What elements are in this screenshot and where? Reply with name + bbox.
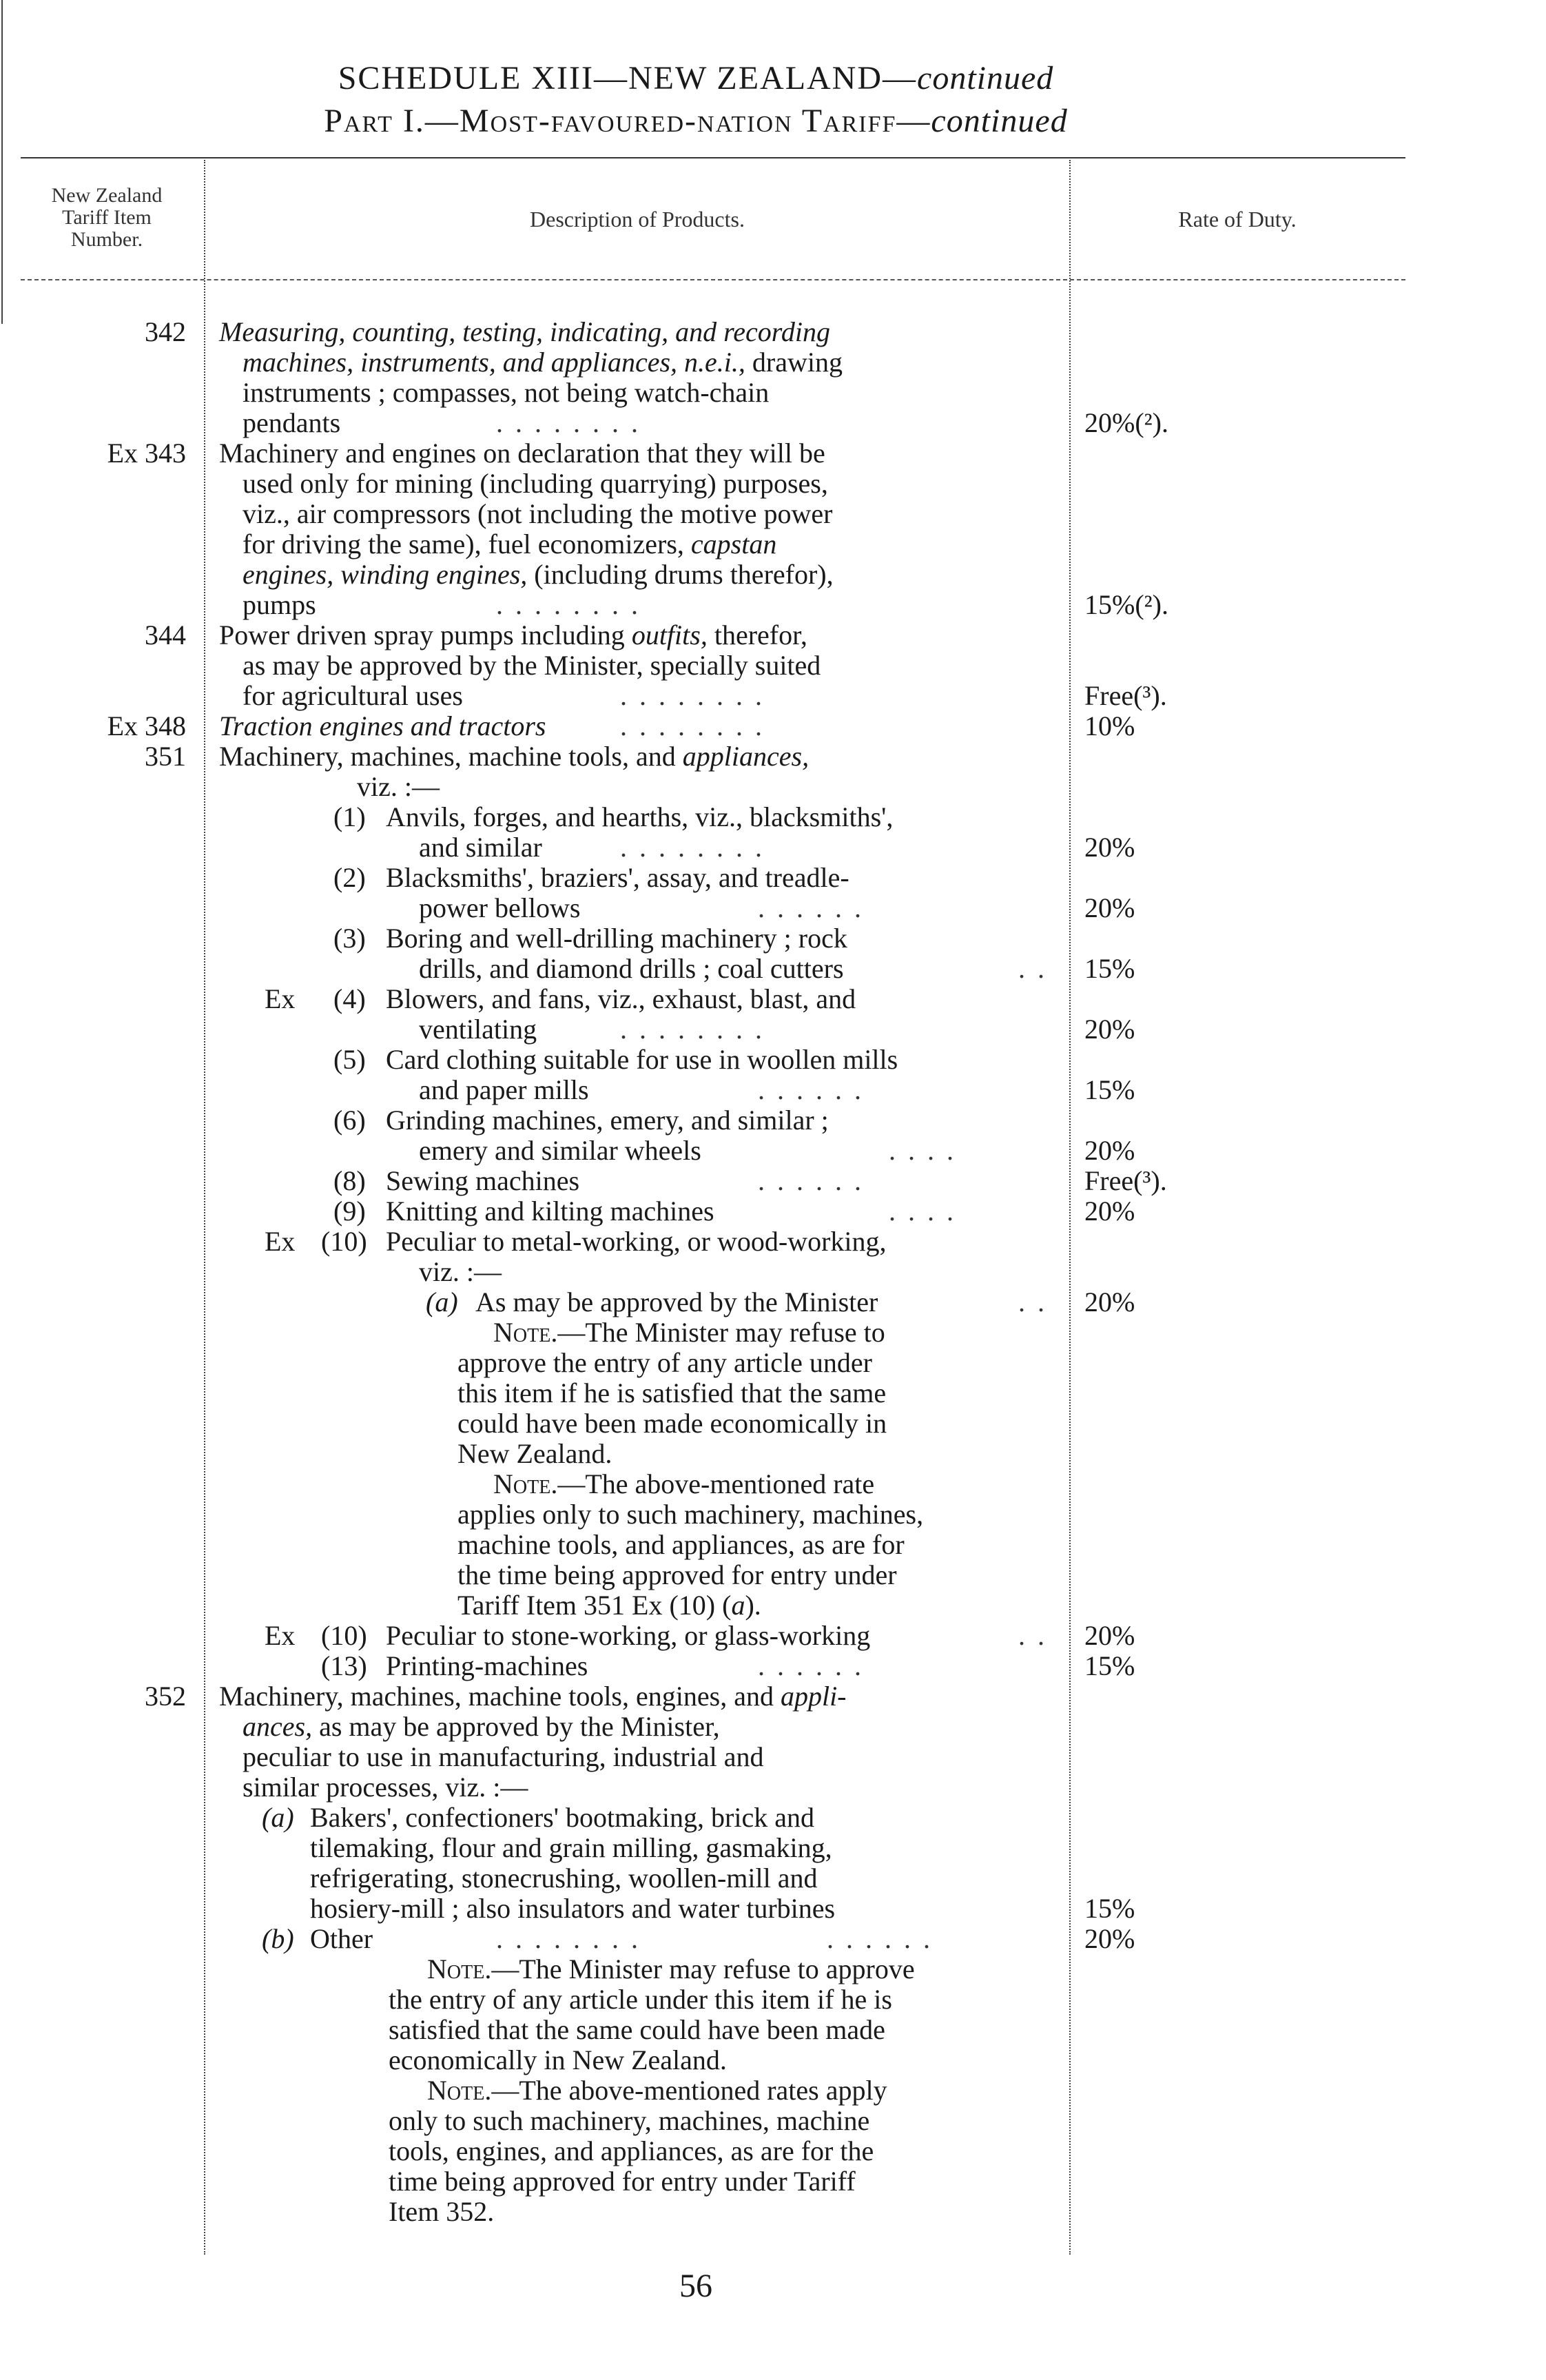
- leader-dots: . . . . . . . .: [620, 710, 765, 741]
- description-line: Bakers', confectioners' bootmaking, brick and: [310, 1802, 814, 1833]
- description-line: Traction engines and tractors: [219, 710, 546, 741]
- description-line: similar processes, viz. :—: [243, 1772, 528, 1803]
- subitem-mark: (a): [262, 1802, 294, 1833]
- subitem-mark: (10): [321, 1226, 367, 1257]
- description-line: Grinding machines, emery, and similar ;: [386, 1105, 829, 1136]
- description-line: Printing-machines: [386, 1650, 588, 1681]
- rate-column-rule: [1069, 160, 1071, 2255]
- note-line: Note.—The above-mentioned rates apply: [427, 2075, 887, 2106]
- rate-of-duty: Free(³).: [1084, 1165, 1167, 1196]
- description-line: machines, instruments, and appliances, n.e.i., drawing: [243, 347, 843, 378]
- subitem-mark: (a): [426, 1286, 458, 1317]
- item-number: 344: [145, 619, 186, 650]
- description-line: viz., air compressors (not including the motive power: [243, 498, 833, 529]
- page-edge-line: [1, 0, 3, 324]
- subitem-mark: (1): [333, 801, 366, 832]
- description-line: viz. :—: [419, 1256, 502, 1287]
- description-line: Blacksmiths', braziers', assay, and treadle-: [386, 862, 849, 893]
- description-line: Boring and well-drilling machinery ; rock: [386, 923, 847, 954]
- ex-marker: Ex: [265, 1620, 296, 1651]
- note-line: could have been made economically in: [457, 1408, 887, 1439]
- rate-of-duty: 20%: [1084, 1196, 1135, 1227]
- rate-of-duty: 20%: [1084, 832, 1135, 863]
- leader-dots: . . . . . . . .: [496, 589, 641, 620]
- ex-marker: Ex: [265, 1226, 296, 1257]
- rate-of-duty: 20%: [1084, 1135, 1135, 1166]
- note-line: machine tools, and appliances, as are for: [457, 1529, 905, 1560]
- note-line: Note.—The Minister may refuse to approve: [427, 1953, 915, 1984]
- subitem-mark: (4): [333, 983, 366, 1014]
- description-line: Knitting and kilting machines: [386, 1196, 714, 1227]
- rate-of-duty: 15%: [1084, 1074, 1135, 1105]
- rate-of-duty: 10%: [1084, 710, 1135, 741]
- description-line: power bellows: [419, 892, 581, 923]
- note-line: satisfied that the same could have been made: [389, 2014, 885, 2045]
- item-number-heading: New Zealand Tariff Item Number.: [51, 184, 163, 251]
- rate-of-duty: 20%: [1084, 1923, 1135, 1954]
- note-line: applies only to such machinery, machines,: [457, 1499, 924, 1530]
- note-line: economically in New Zealand.: [389, 2044, 727, 2075]
- description-heading: Description of Products.: [530, 207, 745, 232]
- note-line: Note.—The Minister may refuse to: [493, 1317, 885, 1348]
- leader-dots: . . . . . . . .: [620, 680, 765, 711]
- note-line: this item if he is satisfied that the same: [457, 1377, 887, 1408]
- description-line: ances, as may be approved by the Minister,: [243, 1711, 720, 1742]
- description-line: Other: [310, 1923, 373, 1954]
- description-line: for agricultural uses: [243, 680, 463, 711]
- leader-dots: . . . . . . . .: [620, 1014, 765, 1045]
- leader-dots: . . . . . . . .: [496, 1923, 641, 1954]
- subitem-mark: (8): [333, 1165, 366, 1196]
- leader-dots: . . . .: [889, 1135, 956, 1166]
- item-column-rule: [204, 160, 205, 2255]
- leader-dots: . . . . . . . .: [620, 832, 765, 863]
- rate-of-duty: 15%(²).: [1084, 589, 1168, 620]
- item-number: Ex 343: [107, 438, 186, 469]
- item-number: 351: [145, 741, 186, 772]
- rate-of-duty: 15%: [1084, 953, 1135, 984]
- description-line: As may be approved by the Minister: [475, 1286, 878, 1317]
- description-line: Peculiar to stone-working, or glass-working: [386, 1620, 871, 1651]
- note-line: approve the entry of any article under: [457, 1347, 872, 1378]
- note-line: only to such machinery, machines, machine: [389, 2105, 870, 2136]
- description-line: ventilating: [419, 1014, 537, 1045]
- leader-dots: . .: [1018, 1286, 1047, 1317]
- rate-of-duty: 20%: [1084, 1014, 1135, 1045]
- rate-of-duty: 20%: [1084, 1286, 1135, 1317]
- leader-dots: . .: [1018, 1620, 1047, 1651]
- part-title: Part I.—Most-favoured-nation Tariff—continued: [324, 103, 1068, 139]
- subitem-mark: (13): [321, 1650, 367, 1681]
- description-line: and paper mills: [419, 1074, 589, 1105]
- description-line: pumps: [243, 589, 316, 620]
- leader-dots: . . . . . . . .: [496, 407, 641, 438]
- note-line: New Zealand.: [457, 1438, 612, 1469]
- rate-of-duty: Free(³).: [1084, 680, 1167, 711]
- description-line: Card clothing suitable for use in woollen mills: [386, 1044, 898, 1075]
- description-line: for driving the same), fuel economizers, capstan: [243, 529, 777, 560]
- description-line: tilemaking, flour and grain milling, gasmaking,: [310, 1832, 832, 1863]
- leader-dots: . . . . . .: [758, 1165, 864, 1196]
- table-header-rule: [21, 279, 1405, 280]
- rate-of-duty: 15%: [1084, 1893, 1135, 1924]
- description-line: peculiar to use in manufacturing, industrial and: [243, 1741, 764, 1772]
- rate-of-duty: 20%(²).: [1084, 407, 1168, 438]
- subitem-mark: (3): [333, 923, 366, 954]
- leader-dots: . . . . . .: [827, 1923, 933, 1954]
- description-line: drills, and diamond drills ; coal cutters: [419, 953, 844, 984]
- description-line: Machinery, machines, machine tools, and appliances,: [219, 741, 810, 772]
- description-line: hosiery-mill ; also insulators and water turbines: [310, 1893, 836, 1924]
- page-number: 56: [679, 2268, 712, 2304]
- table-top-rule: [21, 157, 1405, 158]
- subitem-mark: (b): [262, 1923, 294, 1954]
- description-line: and similar: [419, 832, 542, 863]
- description-line: refrigerating, stonecrushing, woollen-mill and: [310, 1863, 818, 1894]
- description-line: Blowers, and fans, viz., exhaust, blast, and: [386, 983, 856, 1014]
- description-line: Sewing machines: [386, 1165, 580, 1196]
- ex-marker: Ex: [265, 983, 296, 1014]
- description-line: emery and similar wheels: [419, 1135, 701, 1166]
- leader-dots: . . . . . .: [758, 892, 864, 923]
- rate-heading: Rate of Duty.: [1178, 207, 1297, 232]
- description-line: pendants: [243, 407, 341, 438]
- description-line: Machinery and engines on declaration that they will be: [219, 438, 825, 469]
- rate-of-duty: 20%: [1084, 1620, 1135, 1651]
- item-number: 352: [145, 1681, 186, 1712]
- leader-dots: . . . . . .: [758, 1074, 864, 1105]
- leader-dots: . . . . . .: [758, 1650, 864, 1681]
- item-number: 342: [145, 316, 186, 347]
- description-line: Peculiar to metal-working, or wood-working,: [386, 1226, 887, 1257]
- note-line: time being approved for entry under Tariff: [389, 2166, 856, 2197]
- subitem-mark: (10): [321, 1620, 367, 1651]
- schedule-title: SCHEDULE XIII—NEW ZEALAND—continued: [338, 60, 1054, 96]
- subitem-mark: (5): [333, 1044, 366, 1075]
- subitem-mark: (9): [333, 1196, 366, 1227]
- item-number: Ex 348: [107, 710, 186, 741]
- description-line: Anvils, forges, and hearths, viz., blacksmiths',: [386, 801, 894, 832]
- rate-of-duty: 20%: [1084, 892, 1135, 923]
- note-line: Note.—The above-mentioned rate: [493, 1468, 875, 1499]
- description-line: Power driven spray pumps including outfits, therefor,: [219, 619, 807, 650]
- subitem-mark: (6): [333, 1105, 366, 1136]
- note-line: tools, engines, and appliances, as are for the: [389, 2135, 874, 2166]
- note-line: the time being approved for entry under: [457, 1559, 897, 1590]
- note-line: Item 352.: [389, 2196, 495, 2227]
- description-line: Measuring, counting, testing, indicating, and recording: [219, 316, 830, 347]
- leader-dots: . .: [1018, 953, 1047, 984]
- description-line: Machinery, machines, machine tools, engines, and appli-: [219, 1681, 847, 1712]
- description-line: used only for mining (including quarrying) purposes,: [243, 468, 828, 499]
- subitem-mark: (2): [333, 862, 366, 893]
- description-line: engines, winding engines, (including drums therefor),: [243, 559, 834, 590]
- note-line: the entry of any article under this item if he is: [389, 1984, 892, 2015]
- description-line: as may be approved by the Minister, specially suited: [243, 650, 821, 681]
- description-line: viz. :—: [357, 771, 440, 802]
- description-line: instruments ; compasses, not being watch-chain: [243, 377, 770, 408]
- note-line: Tariff Item 351 Ex (10) (a).: [457, 1590, 761, 1621]
- rate-of-duty: 15%: [1084, 1650, 1135, 1681]
- leader-dots: . . . .: [889, 1196, 956, 1227]
